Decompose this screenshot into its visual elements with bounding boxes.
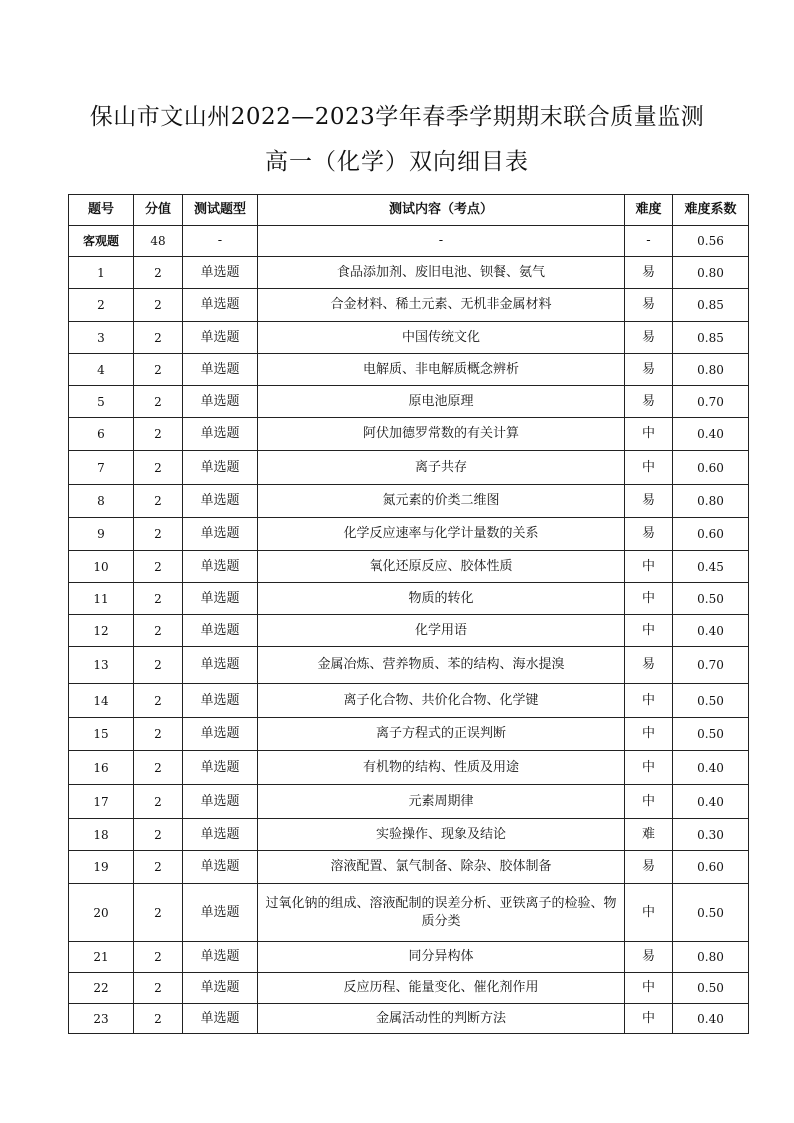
table-body <box>69 226 749 1034</box>
cell-coef: 0.40 <box>673 1004 749 1034</box>
cell-no: 8 <box>69 485 134 518</box>
cell-score: 2 <box>134 551 183 583</box>
cell-coef: 0.70 <box>673 386 749 418</box>
cell-difficulty: 易 <box>625 647 673 684</box>
cell-difficulty: 中 <box>625 785 673 819</box>
cell-coef: 0.40 <box>673 785 749 819</box>
cell-difficulty: 易 <box>625 485 673 518</box>
cell-coef: 0.30 <box>673 819 749 851</box>
cell-difficulty: 中 <box>625 583 673 615</box>
table-row <box>69 942 749 973</box>
table-row <box>69 226 749 257</box>
cell-difficulty: 中 <box>625 451 673 485</box>
cell-type: 单选题 <box>183 718 258 751</box>
cell-content: 电解质、非电解质概念辨析 <box>258 354 625 386</box>
table-row <box>69 583 749 615</box>
cell-score: 2 <box>134 322 183 354</box>
cell-difficulty: 中 <box>625 1004 673 1034</box>
cell-content: 氮元素的价类二维图 <box>258 485 625 518</box>
cell-no: 22 <box>69 973 134 1004</box>
table-row <box>69 785 749 819</box>
cell-coef: 0.50 <box>673 718 749 751</box>
table-row <box>69 684 749 718</box>
cell-score: 2 <box>134 647 183 684</box>
cell-difficulty: 易 <box>625 289 673 322</box>
cell-type: 单选题 <box>183 942 258 973</box>
cell-content: 金属活动性的判断方法 <box>258 1004 625 1034</box>
header-no: 题号 <box>69 195 134 226</box>
table-row <box>69 386 749 418</box>
header-type: 测试题型 <box>183 195 258 226</box>
cell-no: 19 <box>69 851 134 884</box>
header-coef: 难度系数 <box>673 195 749 226</box>
document-subtitle: 高一（化学）双向细目表 <box>265 149 529 175</box>
cell-difficulty: 易 <box>625 851 673 884</box>
cell-no: 13 <box>69 647 134 684</box>
cell-coef: 0.56 <box>673 226 749 257</box>
table-header-row <box>69 195 749 226</box>
cell-score: 48 <box>134 226 183 257</box>
cell-coef: 0.60 <box>673 851 749 884</box>
cell-type: - <box>183 226 258 257</box>
cell-coef: 0.80 <box>673 485 749 518</box>
cell-score: 2 <box>134 518 183 551</box>
table-row <box>69 322 749 354</box>
table-row <box>69 257 749 289</box>
cell-type: 单选题 <box>183 485 258 518</box>
cell-content: 离子共存 <box>258 451 625 485</box>
cell-content: 元素周期律 <box>258 785 625 819</box>
cell-type: 单选题 <box>183 615 258 647</box>
cell-type: 单选题 <box>183 289 258 322</box>
cell-difficulty: 易 <box>625 518 673 551</box>
cell-coef: 0.60 <box>673 518 749 551</box>
table-row <box>69 819 749 851</box>
table-row <box>69 518 749 551</box>
cell-no: 20 <box>69 884 134 942</box>
cell-content: 实验操作、现象及结论 <box>258 819 625 851</box>
cell-type: 单选题 <box>183 322 258 354</box>
cell-type: 单选题 <box>183 819 258 851</box>
cell-score: 2 <box>134 819 183 851</box>
cell-difficulty: 中 <box>625 884 673 942</box>
cell-no: 18 <box>69 819 134 851</box>
cell-no: 2 <box>69 289 134 322</box>
cell-score: 2 <box>134 684 183 718</box>
cell-coef: 0.85 <box>673 322 749 354</box>
cell-score: 2 <box>134 386 183 418</box>
cell-coef: 0.40 <box>673 418 749 451</box>
table-row <box>69 851 749 884</box>
cell-type: 单选题 <box>183 257 258 289</box>
cell-no: 12 <box>69 615 134 647</box>
cell-no: 6 <box>69 418 134 451</box>
cell-content: 离子化合物、共价化合物、化学键 <box>258 684 625 718</box>
cell-content: 同分异构体 <box>258 942 625 973</box>
cell-difficulty: 易 <box>625 354 673 386</box>
cell-coef: 0.60 <box>673 451 749 485</box>
cell-content: 有机物的结构、性质及用途 <box>258 751 625 785</box>
cell-type: 单选题 <box>183 386 258 418</box>
cell-type: 单选题 <box>183 851 258 884</box>
cell-coef: 0.45 <box>673 551 749 583</box>
cell-coef: 0.80 <box>673 942 749 973</box>
cell-difficulty: 易 <box>625 257 673 289</box>
cell-no: 17 <box>69 785 134 819</box>
table-row <box>69 884 749 942</box>
cell-score: 2 <box>134 354 183 386</box>
cell-type: 单选题 <box>183 785 258 819</box>
table-row <box>69 615 749 647</box>
cell-no: 4 <box>69 354 134 386</box>
cell-content: 过氧化钠的组成、溶液配制的误差分析、亚铁离子的检验、物质分类 <box>258 884 625 942</box>
cell-type: 单选题 <box>183 684 258 718</box>
table-row <box>69 451 749 485</box>
cell-type: 单选题 <box>183 884 258 942</box>
cell-type: 单选题 <box>183 418 258 451</box>
cell-coef: 0.40 <box>673 615 749 647</box>
cell-difficulty: 易 <box>625 386 673 418</box>
cell-score: 2 <box>134 451 183 485</box>
cell-type: 单选题 <box>183 551 258 583</box>
cell-type: 单选题 <box>183 1004 258 1034</box>
cell-type: 单选题 <box>183 583 258 615</box>
cell-no: 1 <box>69 257 134 289</box>
document-title: 保山市文山州2022—2023学年春季学期期末联合质量监测 <box>89 104 705 130</box>
table-row <box>69 751 749 785</box>
cell-content: 食品添加剂、废旧电池、钡餐、氨气 <box>258 257 625 289</box>
cell-score: 2 <box>134 851 183 884</box>
cell-coef: 0.80 <box>673 257 749 289</box>
cell-no: 9 <box>69 518 134 551</box>
cell-no: 21 <box>69 942 134 973</box>
cell-coef: 0.80 <box>673 354 749 386</box>
cell-type: 单选题 <box>183 518 258 551</box>
cell-coef: 0.50 <box>673 684 749 718</box>
cell-content: 氧化还原反应、胶体性质 <box>258 551 625 583</box>
cell-no: 15 <box>69 718 134 751</box>
cell-type: 单选题 <box>183 647 258 684</box>
header-content: 测试内容（考点） <box>258 195 625 226</box>
cell-score: 2 <box>134 615 183 647</box>
table-row <box>69 289 749 322</box>
cell-difficulty: 易 <box>625 322 673 354</box>
cell-score: 2 <box>134 785 183 819</box>
cell-no: 10 <box>69 551 134 583</box>
header-difficulty: 难度 <box>625 195 673 226</box>
cell-no: 23 <box>69 1004 134 1034</box>
cell-coef: 0.50 <box>673 973 749 1004</box>
cell-no: 14 <box>69 684 134 718</box>
cell-difficulty: 易 <box>625 942 673 973</box>
cell-content: 离子方程式的正误判断 <box>258 718 625 751</box>
cell-score: 2 <box>134 418 183 451</box>
cell-content: 中国传统文化 <box>258 322 625 354</box>
cell-no: 16 <box>69 751 134 785</box>
cell-difficulty: 中 <box>625 718 673 751</box>
cell-score: 2 <box>134 1004 183 1034</box>
cell-score: 2 <box>134 751 183 785</box>
cell-coef: 0.70 <box>673 647 749 684</box>
cell-coef: 0.40 <box>673 751 749 785</box>
cell-content: 化学反应速率与化学计量数的关系 <box>258 518 625 551</box>
cell-difficulty: - <box>625 226 673 257</box>
cell-difficulty: 中 <box>625 973 673 1004</box>
cell-content: 合金材料、稀土元素、无机非金属材料 <box>258 289 625 322</box>
cell-score: 2 <box>134 973 183 1004</box>
table-row <box>69 718 749 751</box>
cell-content: - <box>258 226 625 257</box>
table-row <box>69 418 749 451</box>
cell-difficulty: 中 <box>625 551 673 583</box>
cell-score: 2 <box>134 485 183 518</box>
table-row <box>69 1004 749 1034</box>
header-score: 分值 <box>134 195 183 226</box>
cell-difficulty: 中 <box>625 615 673 647</box>
table-row <box>69 551 749 583</box>
cell-score: 2 <box>134 718 183 751</box>
cell-type: 单选题 <box>183 973 258 1004</box>
cell-content: 化学用语 <box>258 615 625 647</box>
cell-coef: 0.50 <box>673 583 749 615</box>
detail-table <box>68 194 749 1034</box>
table-row <box>69 354 749 386</box>
cell-content: 原电池原理 <box>258 386 625 418</box>
cell-content: 物质的转化 <box>258 583 625 615</box>
table-row <box>69 647 749 684</box>
cell-content: 反应历程、能量变化、催化剂作用 <box>258 973 625 1004</box>
cell-difficulty: 中 <box>625 418 673 451</box>
cell-no: 7 <box>69 451 134 485</box>
cell-type: 单选题 <box>183 751 258 785</box>
cell-content: 溶液配置、氯气制备、除杂、胶体制备 <box>258 851 625 884</box>
cell-coef: 0.85 <box>673 289 749 322</box>
cell-difficulty: 中 <box>625 751 673 785</box>
cell-type: 单选题 <box>183 354 258 386</box>
cell-score: 2 <box>134 942 183 973</box>
cell-type: 单选题 <box>183 451 258 485</box>
table-row <box>69 485 749 518</box>
cell-score: 2 <box>134 884 183 942</box>
cell-difficulty: 难 <box>625 819 673 851</box>
cell-score: 2 <box>134 583 183 615</box>
table-row <box>69 973 749 1004</box>
cell-no: 客观题 <box>69 226 134 257</box>
cell-coef: 0.50 <box>673 884 749 942</box>
cell-no: 11 <box>69 583 134 615</box>
cell-score: 2 <box>134 257 183 289</box>
cell-difficulty: 中 <box>625 684 673 718</box>
cell-no: 3 <box>69 322 134 354</box>
cell-content: 金属冶炼、营养物质、苯的结构、海水提溴 <box>258 647 625 684</box>
cell-score: 2 <box>134 289 183 322</box>
cell-content: 阿伏加德罗常数的有关计算 <box>258 418 625 451</box>
cell-no: 5 <box>69 386 134 418</box>
